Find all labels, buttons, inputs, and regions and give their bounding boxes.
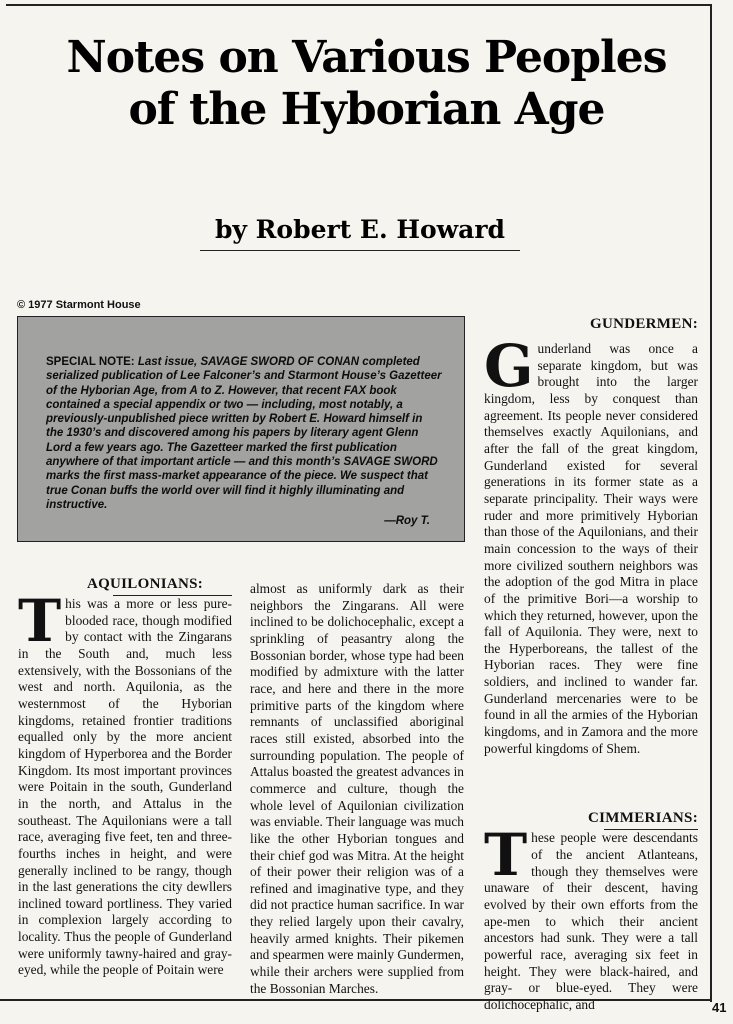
section-heading-aquilonians: AQUILONIANS: [86, 576, 204, 592]
section-body-aquilonians [18, 587, 232, 979]
aquilonians-text-part-1: his was a more or less pure-blooded race, though modified by contact with the Zingarans in the South and, much less extensively, with the Bossonians of the west and north. Aquilonia, as the westernmost of the Hyborian kingdoms, retained frontier traditions equalled only by the more ancient kingdom of Hyperborea and the Border Kingdom. Its most important provinces were Poitain in the south, Gunderland in the north, and Attalus in the southeast. The Aquilonians were a tall race, averaging five feet, ten and three-fourths inches in height, and were generally inclined to be rangy, though in the last generations the city dewllers inclined toward portliness. They varied in complexion largely according to locality. Thus the people of Gunderland were uniformly tawny-haired and gray-eyed, while the people of Poitain were [18, 596, 232, 978]
title-line-1: Notes on Various Peoples [66, 32, 667, 83]
section-body-cimmerians [484, 821, 698, 1013]
column-2 [250, 581, 464, 997]
special-note-label: SPECIAL NOTE: [46, 356, 135, 368]
column-3 [484, 315, 698, 1014]
copyright-notice: © 1977 Starmont House [17, 299, 141, 311]
section-heading-cimmerians: CIMMERIANS: [588, 810, 698, 827]
aquilonians-text-part-2: almost as uniformly dark as their neighbors the Zingarans. All were inclined to be dolichocephalic, except a sprinkling of peasantry along the Bossonian border, whose type had been modified by admixture with the latter race, and here and there in the more primitive parts of the kingdom where remnants of unclassified aboriginal races still existed, absorbed into the surrounding population. The people of Attalus boasted the greatest advances in commerce and culture, though the whole level of Aquilonian civilization was enviable. Their language was much like the other Hyborian tongues and their chief god was Mitra. At the height of their power their religion was of a refined and imaginative type, and they did not practice human sacrifice. In war they relied largely upon their cavalry, heavily armed knights. Their pikemen and spearmen were mainly Gundermen, while their archers were supplied from the Bossonian Marches. [250, 581, 464, 996]
gundermen-text: underland was once a separate kingdom, but was brought into the larger kingdom, less by conquest than agreement. Its people never considered themselves exactly Aquilonians, and after the fall of the great kingdom, Gunderland existed for several generations in its former state as a separate principality. Their ways were ruder and more primitively Hyborian than those of the Aquilonians, and their main concession to the ways of their more civilized southern neighbors was the adoption of the god Mitra in place of the primitive Bori—a worship to which they returned, however, upon the fall of Aquilonia. They were, next to the Hyperboreans, the tallest of the Hyborian races. They were fine soldiers, and inclined to wander far. Gunderland mercenaries were to be found in all the armies of the Hyborian kingdoms, and in Zamora and the more powerful kingdoms of Shem. [484, 341, 698, 756]
byline: by Robert E. Howard [200, 215, 520, 251]
column-1 [18, 575, 232, 979]
special-note-box [17, 316, 465, 542]
article-title [0, 32, 733, 136]
section-heading-gundermen: GUNDERMEN: [590, 316, 698, 332]
bottom-rule [0, 999, 712, 1001]
special-note-text: Last issue, SAVAGE SWORD OF CONAN completed serialized publication of Lee Falconer’s and Starmont House’s Gazetteer of the Hyborian Age, from A to Z. However, that recent FAX book contained a special appendix or two — including, most notably, a previously-unpublished piece written by Robert E. Howard himself in the 1930’s and discovered among his papers by literary agent Glenn Lord a few years ago. The Gazetteer marked the first publication anywhere of that important article — and this month’s SAVAGE SWORD marks the first mass-market appearance of the piece. We suspect that true Conan buffs the world over will find it highly illuminating and instructive. [46, 356, 442, 511]
section-body-gundermen [484, 332, 698, 757]
drop-cap: T [18, 587, 62, 655]
section-spacer [484, 757, 698, 809]
page-number: 41 [712, 1000, 727, 1015]
drop-cap: G [484, 332, 534, 400]
cimmerians-text: hese people were descendants of the ancient Atlanteans, though they themselves were unaware of their descent, having evolved by their own efforts from the ape-men to which their ancient ancestors had sunk. They were a tall powerful race, averaging six feet in height. They were black-haired, and gray- or blue-eyed. They were dolichocephalic, and [484, 830, 698, 1012]
special-note-signature: —Roy T. [384, 515, 430, 528]
title-line-2: of the Hyborian Age [128, 84, 605, 135]
drop-cap: T [484, 821, 528, 890]
